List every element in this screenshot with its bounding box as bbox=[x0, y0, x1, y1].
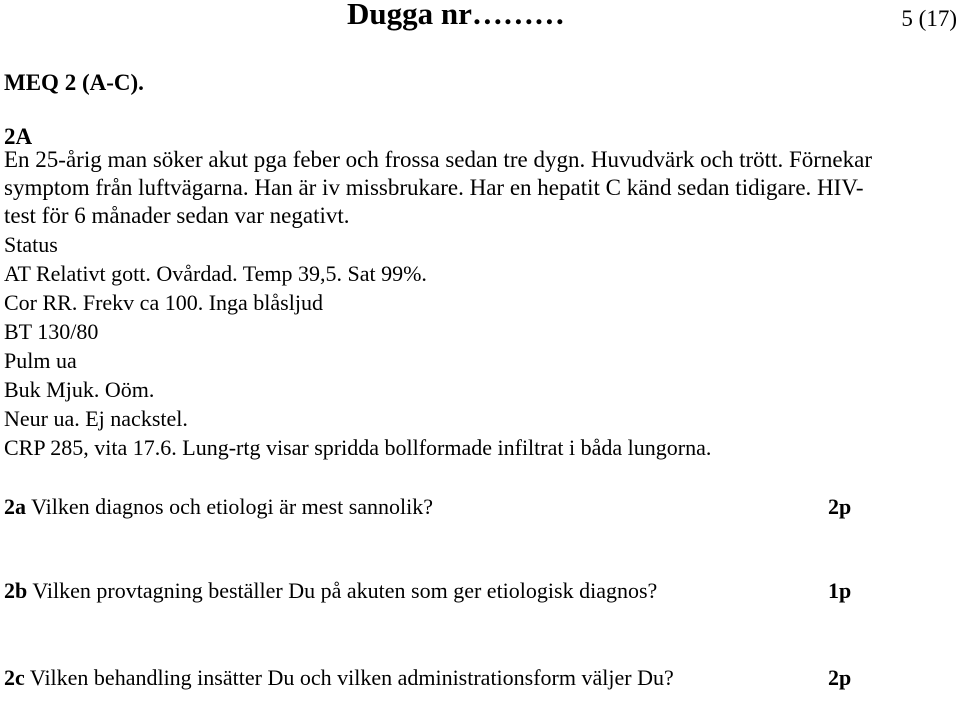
question-label: 2c bbox=[4, 665, 25, 690]
question-2c bbox=[4, 665, 674, 691]
question-points: 2p bbox=[828, 494, 852, 519]
question-label: 2b bbox=[4, 578, 28, 603]
status-line: Pulm ua bbox=[4, 348, 77, 373]
intro-line: symptom från luftvägarna. Han är iv missbrukare. Har en hepatit C känd sedan tidigare. HIV- bbox=[4, 175, 864, 200]
question-text: Vilken diagnos och etiologi är mest sannolik? bbox=[31, 494, 434, 519]
question-points: 1p bbox=[828, 578, 852, 603]
case-heading: 2A bbox=[4, 124, 33, 149]
status-line: Buk Mjuk. Oöm. bbox=[4, 377, 155, 402]
question-text: Vilken behandling insätter Du och vilken administrationsform väljer Du? bbox=[29, 665, 674, 690]
intro-line: test för 6 månader sedan var negativt. bbox=[4, 203, 350, 228]
intro-line: En 25-årig man söker akut pga feber och frossa sedan tre dygn. Huvudvärk och trött. Förnekar bbox=[4, 147, 872, 172]
status-line: BT 130/80 bbox=[4, 319, 99, 344]
status-line: CRP 285, vita 17.6. Lung-rtg visar spridda bollformade infiltrat i båda lungorna. bbox=[4, 435, 712, 460]
meq-heading: MEQ 2 (A-C). bbox=[4, 70, 144, 95]
question-points: 2p bbox=[828, 665, 852, 690]
question-text: Vilken provtagning beställer Du på akuten som ger etiologisk diagnos? bbox=[32, 578, 658, 603]
document-title: Dugga nr……… bbox=[347, 0, 565, 31]
question-2b bbox=[4, 578, 657, 604]
question-label: 2a bbox=[4, 494, 26, 519]
question-2a bbox=[4, 494, 433, 520]
status-line: Cor RR. Frekv ca 100. Inga blåsljud bbox=[4, 290, 323, 315]
status-line: Neur ua. Ej nackstel. bbox=[4, 406, 188, 431]
status-line: AT Relativt gott. Ovårdad. Temp 39,5. Sat 99%. bbox=[4, 261, 427, 286]
page-number: 5 (17) bbox=[901, 6, 957, 31]
status-heading: Status bbox=[4, 232, 58, 257]
